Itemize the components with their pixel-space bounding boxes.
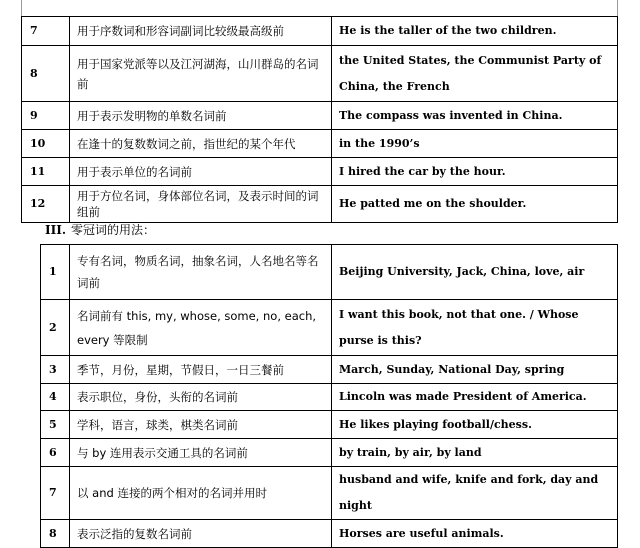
table-row xyxy=(41,411,618,439)
usage-cell: 表示泛指的复数名词前 xyxy=(70,520,332,548)
usage-cell: 学科，语言，球类，棋类名词前 xyxy=(70,411,332,439)
usage-cell: 专有名词，物质名词，抽象名词，人名地名等名词前 xyxy=(70,245,332,300)
example-cell: March, Sunday, National Day, spring xyxy=(332,356,618,384)
example-cell: He is the taller of the two children. xyxy=(332,17,618,46)
usage-cell: 名词前有 this, my, whose, some, no, each, every 等限制 xyxy=(70,300,332,356)
row-number: 1 xyxy=(41,245,70,300)
table-row xyxy=(22,17,618,46)
row-number: 8 xyxy=(41,520,70,548)
example-cell: Beijing University, Jack, China, love, air xyxy=(332,245,618,300)
example-cell: I hired the car by the hour. xyxy=(332,158,618,186)
row-number: 10 xyxy=(22,130,70,158)
row-number: 8 xyxy=(22,46,70,102)
usage-cell: 与 by 连用表示交通工具的名词前 xyxy=(70,439,332,467)
page-corner-mark-left xyxy=(21,0,28,16)
definite-article-usage-table xyxy=(21,16,618,223)
example-cell: Horses are useful animals. xyxy=(332,520,618,548)
table-row xyxy=(41,245,618,300)
table-row xyxy=(41,300,618,356)
zero-article-usage-table xyxy=(40,244,618,548)
example-cell: in the 1990’s xyxy=(332,130,618,158)
row-number: 11 xyxy=(22,158,70,186)
usage-cell: 用于方位名词，身体部位名词，及表示时间的词组前 xyxy=(70,186,332,223)
example-cell: He patted me on the shoulder. xyxy=(332,186,618,223)
example-cell: by train, by air, by land xyxy=(332,439,618,467)
table-row xyxy=(22,158,618,186)
table-row xyxy=(22,102,618,130)
table-row xyxy=(41,356,618,384)
usage-cell: 用于表示单位的名词前 xyxy=(70,158,332,186)
usage-cell: 在逢十的复数数词之前，指世纪的某个年代 xyxy=(70,130,332,158)
table-row xyxy=(22,46,618,102)
example-cell: The compass was invented in China. xyxy=(332,102,618,130)
row-number: 7 xyxy=(41,467,70,520)
row-number: 4 xyxy=(41,384,70,411)
row-number: 12 xyxy=(22,186,70,223)
table-row xyxy=(41,467,618,520)
row-number: 6 xyxy=(41,439,70,467)
usage-cell: 用于国家党派等以及江河湖海，山川群岛的名词前 xyxy=(70,46,332,102)
table-row xyxy=(22,130,618,158)
example-cell: the United States, the Communist Party of China, the French xyxy=(332,46,618,102)
table-row xyxy=(41,384,618,411)
usage-cell: 季节，月份，星期，节假日，一日三餐前 xyxy=(70,356,332,384)
table-row xyxy=(41,520,618,548)
table-row xyxy=(41,439,618,467)
usage-cell: 以 and 连接的两个相对的名词并用时 xyxy=(70,467,332,520)
usage-cell: 表示职位，身份，头衔的名词前 xyxy=(70,384,332,411)
page-corner-mark-right xyxy=(611,0,618,16)
section-title: 零冠词的用法： xyxy=(71,223,156,237)
section-heading xyxy=(45,220,155,240)
row-number: 9 xyxy=(22,102,70,130)
row-number: 7 xyxy=(22,17,70,46)
table-row xyxy=(22,186,618,223)
usage-cell: 用于表示发明物的单数名词前 xyxy=(70,102,332,130)
example-cell: husband and wife, knife and fork, day and night xyxy=(332,467,618,520)
example-cell: He likes playing football/chess. xyxy=(332,411,618,439)
section-numeral: III. xyxy=(45,223,67,237)
usage-cell: 用于序数词和形容词副词比较级最高级前 xyxy=(70,17,332,46)
example-cell: Lincoln was made President of America. xyxy=(332,384,618,411)
example-cell: I want this book, not that one. / Whose purse is this? xyxy=(332,300,618,356)
row-number: 3 xyxy=(41,356,70,384)
row-number: 2 xyxy=(41,300,70,356)
row-number: 5 xyxy=(41,411,70,439)
